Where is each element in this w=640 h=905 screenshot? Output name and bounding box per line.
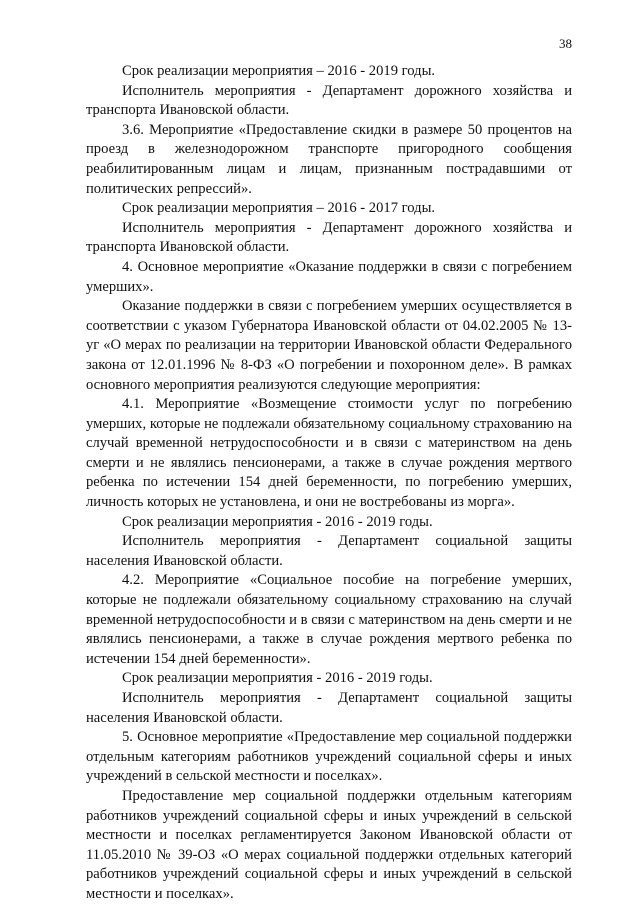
paragraph-executor: Исполнитель мероприятия - Департамент социальной защиты населения Ивановской области. [86, 533, 572, 569]
paragraph-measure-4-2: 4.2. Мероприятие «Социальное пособие на погребение умерших, которые не подлежали обязательному социальному страхованию на случай временной нетрудоспособности и в связи с материнством на день смерти и не являлись пенсионерами, а также в случае рождения мертвого ребенка по истечении 154 дней беременности». [86, 572, 572, 667]
paragraph-main-measure-4: 4. Основное мероприятие «Оказание поддержки в связи с погребением умерших». [86, 258, 572, 295]
page-number: 38 [559, 36, 572, 51]
paragraph-executor: Исполнитель мероприятия - Департамент социальной защиты населения Ивановской области. [86, 690, 572, 726]
paragraph-deadline: Срок реализации мероприятия – 2016 - 2019 годы. [122, 63, 436, 79]
paragraph-main-measure-5: 5. Основное мероприятие «Предоставление мер социальной поддержки отдельным категориям работников учреждений социальной сферы и иных учреждений в сельской местности и поселках». [86, 729, 572, 785]
paragraph-deadline: Срок реализации мероприятия - 2016 - 2019 годы. [122, 513, 433, 530]
paragraph-deadline: Срок реализации мероприятия - 2016 - 2019 годы. [122, 670, 433, 687]
paragraph-measure-3-6: 3.6. Мероприятие «Предоставление скидки в размере 50 процентов на проезд в железнодорожном транспорте пригородного сообщения реабилитированным лицам и лицам, признанным пострадавшими от политических репрессий». [86, 121, 572, 197]
paragraph-deadline: Срок реализации мероприятия – 2016 - 2017 годы. [122, 200, 436, 217]
paragraph-executor: Исполнитель мероприятия - Департамент дорожного хозяйства и транспорта Ивановской области. [86, 82, 572, 119]
document-body [86, 62, 572, 905]
paragraph-executor: Исполнитель мероприятия - Департамент дорожного хозяйства и транспорта Ивановской области. [86, 219, 572, 256]
paragraph-support-description: Оказание поддержки в связи с погребением умерших осуществляется в соответствии с указом Губернатора Ивановской области от 04.02.2005 № 13-уг «О мерах по реализации на территории Ивановской области Федерального закона от 12.01.1996 № 8-ФЗ «О погребении и похоронном деле». В рамках основного мероприятия реализуются следующие мероприятия: [86, 298, 572, 393]
paragraph-social-support-description: Предоставление мер социальной поддержки отдельным категориям работников учреждений социальной сферы и иных учреждений в сельской местности и поселках регламентируется Законом Ивановской области от 11.05.2010 № 39-ОЗ «О мерах социальной поддержки отдельных категорий работников учреждений социальной сферы и иных учреждений в сельской местности и поселках». [86, 787, 572, 902]
paragraph-measure-4-1: 4.1. Мероприятие «Возмещение стоимости услуг по погребению умерших, которые не подлежали обязательному социальному страхованию на случай временной нетрудоспособности и в связи с материнством на день смерти и не являлись пенсионерами, а также в случае рождения мертвого ребенка по истечении 154 дней беременности, по погребению умерших, личность которых не установлена, и они не востребованы из морга». [86, 396, 572, 511]
